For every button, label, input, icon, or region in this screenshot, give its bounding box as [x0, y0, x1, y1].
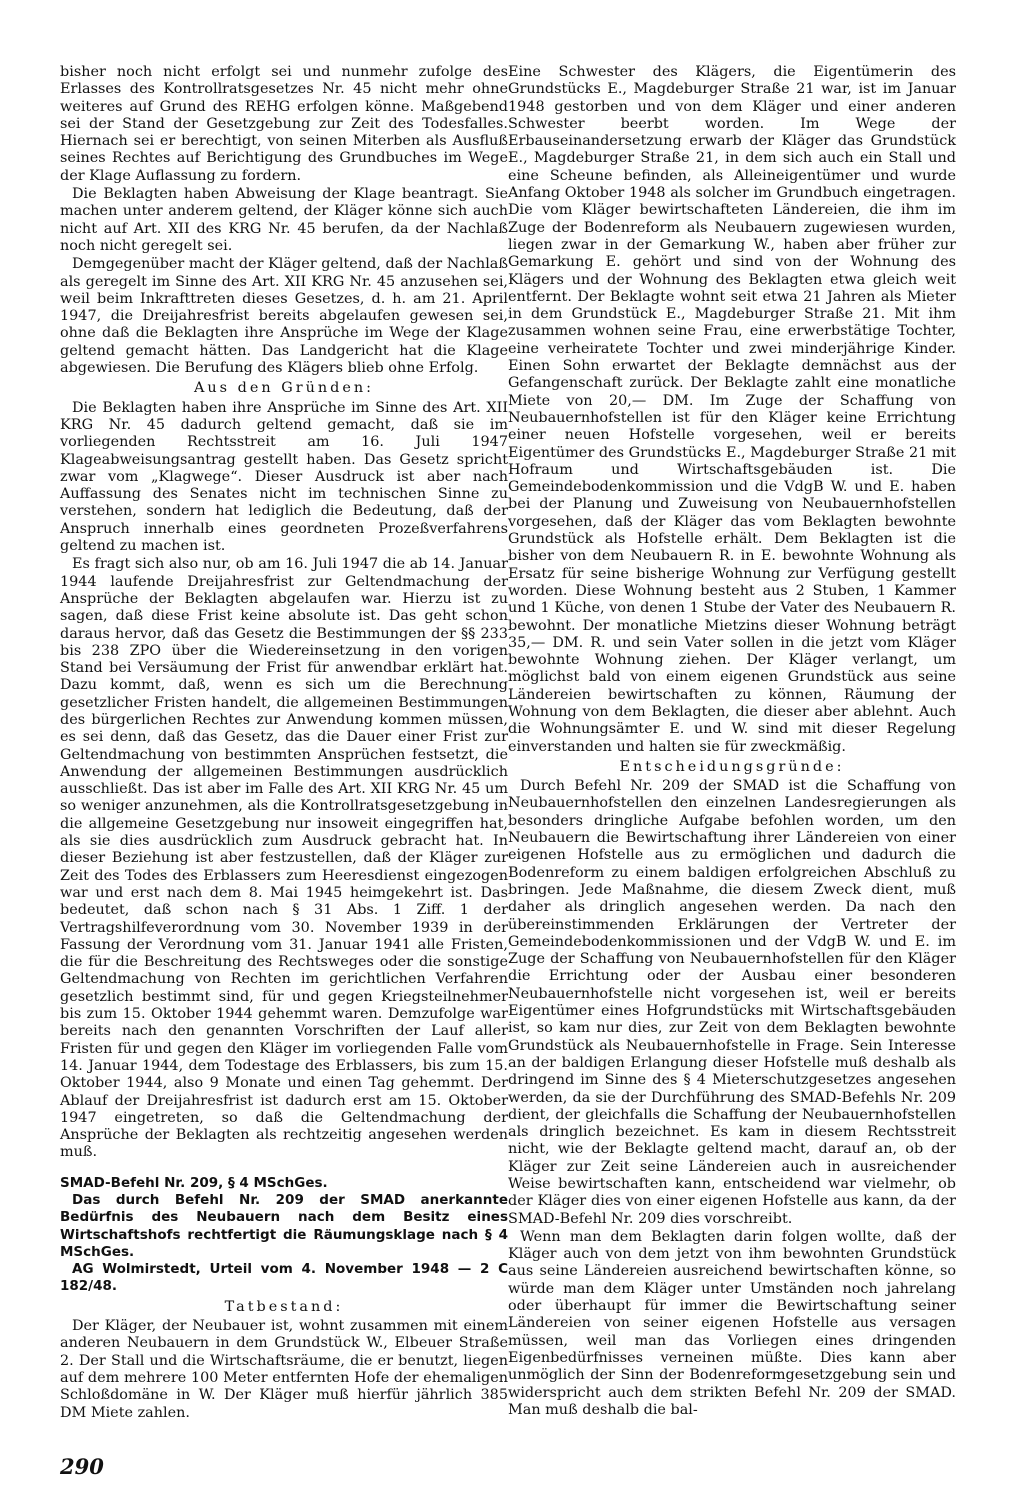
paragraph: Wenn man dem Beklagten darin folgen wollte, daß der Kläger auch von dem jetzt von ihm bewohnten Grundstück aus seine Ländereien ausreichend bewirtschaften könne, so würde man dem Kläger unter Umständen noch jahrelang oder überhaupt für immer die Bewirtschaftung seiner Ländereien von seiner eigenen Hofstelle aus versagen müssen, weil man das Vorliegen eines dringenden Eigenbedürfnisses verneinen müßte. Dies kann aber unmöglich der Sinn der Bodenreformgesetzgebung sein und widerspricht auch dem strikten Befehl Nr. 209 der SMAD. Man muß deshalb die bal- [508, 1228, 956, 1418]
left-column [60, 64, 508, 1423]
paragraph: Der Kläger, der Neubauer ist, wohnt zusammen mit einem anderen Neubauern in dem Grundstück W., Elbeuer Straße 2. Der Stall und die Wirtschaftsräume, die er benutzt, liegen auf dem mehrere 100 Meter entfernten Hofe der ehemaligen Schloßdomäne in W. Der Kläger muß hierfür jährlich 385 DM Miete zahlen. [60, 1318, 508, 1421]
case-court: AG Wolmirstedt, Urteil vom 4. November 1948 — 2 C 182/48. [60, 1261, 508, 1295]
paragraph: Demgegenüber macht der Kläger geltend, daß der Nachlaß als geregelt im Sinne des Art. XII KRG Nr. 45 anzusehen sei, weil beim Inkrafttreten dieses Gesetzes, d. h. am 21. April 1947, die Dreijahresfrist bereits abgelaufen gewesen sei, ohne daß die Beklagten ihre Ansprüche im Wege der Klage geltend gemacht hätten. Das Landgericht hat die Klage abgewiesen. Die Berufung des Klägers blieb ohne Erfolg. [60, 256, 508, 377]
paragraph: Es fragt sich also nur, ob am 16. Juli 1947 die ab 14. Januar 1944 laufende Dreijahresfrist zur Geltendmachung der Ansprüche der Beklagten abgelaufen war. Hierzu ist zu sagen, daß diese Frist keine absolute ist. Das geht schon daraus hervor, daß das Gesetz die Bestimmungen der §§ 233 bis 238 ZPO über die Wiedereinsetzung in den vorigen Stand bei Versäumung der Frist für anwendbar erklärt hat. Dazu kommt, daß, wenn es sich um die Berechnung gesetzlicher Fristen handelt, die allgemeinen Bestimmungen des bürgerlichen Rechtes zur Anwendung kommen müssen, es sei denn, daß das Gesetz, das die Dauer einer Frist zur Geltendmachung von bestimmten Ansprüchen festsetzt, die Anwendung der allgemeinen Bestimmungen ausdrücklich ausschließt. Das ist aber im Falle des Art. XII KRG Nr. 45 um so weniger anzunehmen, als die Kontrollratsgesetzgebung in die allgemeine Gesetzgebung nur insoweit eingegriffen hat, als sie dies ausdrücklich zum Ausdruck gebracht hat. In dieser Beziehung ist aber festzustellen, daß der Kläger zur Zeit des Todes des Erblassers zum Heeresdienst eingezogen war und erst nach dem 8. Mai 1945 heimgekehrt ist. Das bedeutet, daß schon nach § 31 Abs. 1 Ziff. 1 der Vertragshilfeverordnung vom 30. November 1939 in der Fassung der Verordnung vom 31. Januar 1941 alle Fristen, die für die Beschreitung des Rechtsweges oder die sonstige Geltendmachung von Rechten im gerichtlichen Verfahren gesetzlich bestimmt sind, für und gegen Kriegsteilnehmer bis zum 15. Oktober 1944 gehemmt waren. Demzufolge war bereits nach den genannten Vorschriften der Lauf aller Fristen für und gegen den Kläger im vorliegenden Falle vom 14. Januar 1944, dem Todestage des Erblassers, bis zum 15. Oktober 1944, also 9 Monate und einen Tag gehemmt. Der Ablauf der Dreijahresfrist ist dadurch erst am 15. Oktober 1947 eingetreten, so daß die Geltendmachung der Ansprüche der Beklagten als rechtzeitig angesehen werden muß. [60, 556, 508, 1161]
case-citation: SMAD-Befehl Nr. 209, § 4 MSchGes. [60, 1174, 328, 1191]
paragraph: Die Beklagten haben Abweisung der Klage beantragt. Sie machen unter anderem geltend, der Kläger könne sich auch nicht auf Art. XII des KRG Nr. 45 berufen, da der Nachlaß noch nicht geregelt sei. [60, 186, 508, 254]
paragraph: Die Beklagten haben ihre Ansprüche im Sinne des Art. XII KRG Nr. 45 dadurch geltend gemacht, daß sie im vorliegenden Rechtsstreit am 16. Juli 1947 Klageabweisungsantrag gestellt haben. Das Gesetz spricht zwar vom „Klagwege“. Dieser Ausdruck ist aber nach Auffassung des Senates nicht im technischen Sinne zu verstehen, sondern hat lediglich die Bedeutung, daß der Anspruch innerhalb eines geordneten Prozeßverfahrens geltend zu machen ist. [60, 399, 508, 555]
case-header [60, 1175, 508, 1296]
page-number: 290 [60, 1454, 104, 1479]
facts-heading: Tatbestand: [224, 1298, 344, 1315]
paragraph: bisher noch nicht erfolgt sei und nunmehr zufolge des Erlasses des Kontrollratsgesetzes Nr. 45 nicht mehr ohne weiteres auf Grund des REHG erfolgen könne. Maßgebend sei der Stand der Gesetzgebung zur Zeit des Todesfalles. Hiernach sei er berechtigt, von seinen Miterben als Ausfluß seines Rechtes auf Berichtigung des Grundbuches im Wege der Klage Auflassung zu fordern. [60, 64, 508, 184]
right-column [508, 64, 956, 1420]
section-heading: Aus den Gründen: [194, 380, 374, 397]
decision-heading: Entscheidungsgründe: [619, 758, 845, 775]
paragraph: Durch Befehl Nr. 209 der SMAD ist die Schaffung von Neubauernhofstellen den einzelnen Landesregierungen als besonders dringliche Aufgabe befohlen worden, um den Neubauern die Bewirtschaftung ihrer Ländereien von einer eigenen Hofstelle aus zu ermöglichen und dadurch die Bodenreform zu einem baldigen erfolgreichen Abschluß zu bringen. Jede Maßnahme, die diesem Zweck dient, muß daher als dringlich angesehen werden. Da nach den übereinstimmenden Erklärungen der Vertreter der Gemeindebodenkommissionen und der VdgB W. und E. im Zuge der Schaffung von Neubauernhofstellen für den Kläger die Errichtung oder der Ausbau einer besonderen Neubauernhofstelle nicht vorgesehen ist, weil er bereits Eigentümer eines Hofgrundstücks mit Wirtschaftsgebäuden ist, so kam nur dies, zur Zeit von dem Beklagten bewohnte Grundstück als Neubauernhofstelle in Frage. Sein Interesse an der baldigen Erlangung dieser Hofstelle muß deshalb als dringend im Sinne des § 4 Mieterschutzgesetzes angesehen werden, da sie der Durchführung des SMAD-Befehls Nr. 209 dient, der gleichfalls die Schaffung der Neubauernhofstellen als dringlich bezeichnet. Es kam in diesem Rechtsstreit nicht, wie der Beklagte geltend macht, darauf an, ob der Kläger zur Zeit seine Ländereien auch in ausreichender Weise bewirtschaften kann, entscheidend war vielmehr, ob der Kläger dies von einer eigenen Hofstelle aus kann, da der SMAD-Befehl Nr. 209 dies vorschreibt. [508, 778, 956, 1227]
case-headnote: Das durch Befehl Nr. 209 der SMAD anerkannte Bedürfnis des Neubauern nach dem Besitz eines Wirtschaftshofs rechtfertigt die Räumungsklage nach § 4 MSchGes. [60, 1192, 508, 1260]
paragraph: Eine Schwester des Klägers, die Eigentümerin des Grundstücks E., Magdeburger Straße 21 war, ist im Januar 1948 gestorben und von dem Kläger und einer anderen Schwester beerbt worden. Im Wege der Erbauseinandersetzung erwarb der Kläger das Grundstück E., Magdeburger Straße 21, in dem sich auch ein Stall und eine Scheune befinden, als Alleineigentümer und wurde Anfang Oktober 1948 als solcher im Grundbuch eingetragen. Die vom Kläger bewirtschafteten Ländereien, die ihm im Zuge der Bodenreform als Neubauern zugewiesen wurden, liegen zwar in der Gemarkung W., haben aber früher zur Gemarkung E. gehört und sind von der Wohnung des Klägers und der Wohnung des Beklagten etwa gleich weit entfernt. Der Beklagte wohnt seit etwa 21 Jahren als Mieter in dem Grundstück E., Magdeburger Straße 21. Mit ihm zusammen wohnen seine Frau, eine erwerbstätige Tochter, eine verheiratete Tochter und zwei minderjährige Kinder. Einen Sohn erwartet der Beklagte demnächst aus der Gefangenschaft zurück. Der Beklagte zahlt eine monatliche Miete von 20,— DM. Im Zuge der Schaffung von Neubauernhofstellen ist für den Kläger keine Errichtung einer neuen Hofstelle vorgesehen, weil er bereits Eigentümer des Grundstücks E., Magdeburger Straße 21 mit Hofraum und Wirtschaftsgebäuden ist. Die Gemeindebodenkommission und die VdgB W. und E. haben bei der Planung und Zuweisung von Neubauernhofstellen vorgesehen, daß der Kläger das vom Beklagten bewohnte Grundstück als Hofstelle erhält. Dem Beklagten ist die bisher von dem Neubauern R. in E. bewohnte Wohnung als Ersatz für seine bisherige Wohnung zur Verfügung gestellt worden. Diese Wohnung besteht aus 2 Stuben, 1 Kammer und 1 Küche, von denen 1 Stube der Vater des Neubauern R. bewohnt. Der monatliche Mietzins dieser Wohnung beträgt 35,— DM. R. und sein Vater sollen in die jetzt vom Kläger bewohnte Wohnung ziehen. Der Kläger verlangt, um möglichst bald von einem eigenen Grundstück aus seine Ländereien bewirtschaften zu können, Räumung der Wohnung von dem Beklagten, die dieser aber ablehnt. Auch die Wohnungsämter E. und W. sind mit dieser Regelung einverstanden und halten sie für zweckmäßig. [508, 64, 956, 755]
